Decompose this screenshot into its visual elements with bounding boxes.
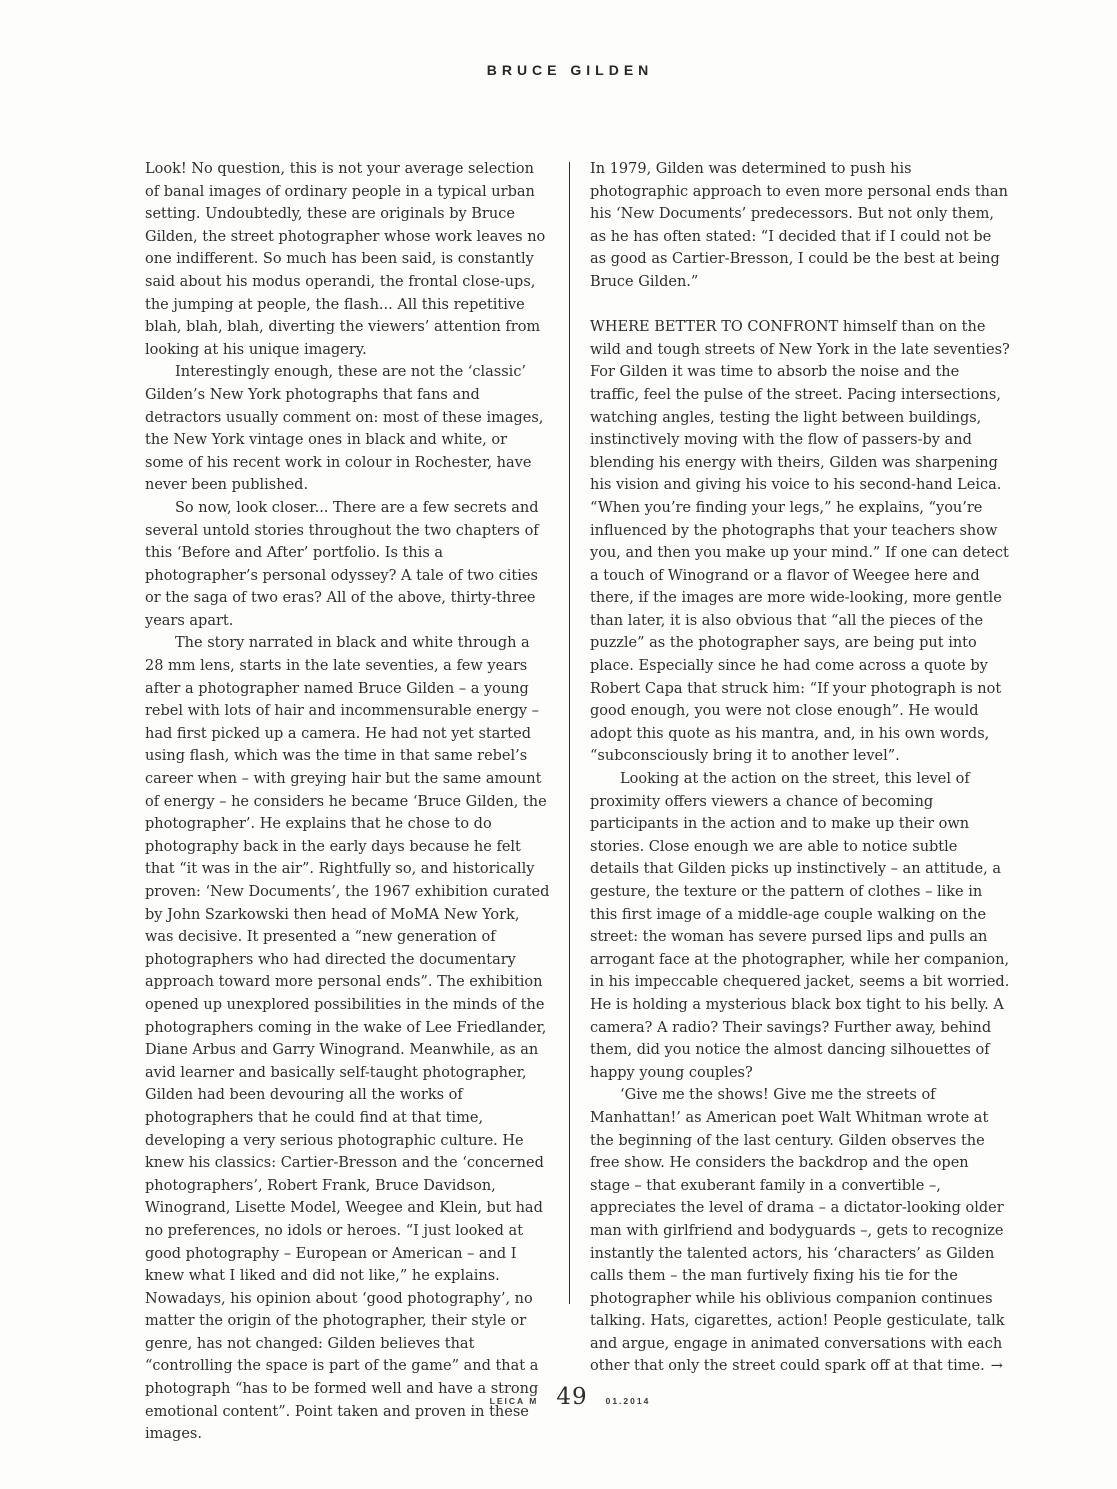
left-column bbox=[145, 158, 550, 1446]
paragraph: So now, look closer... There are a few secrets and several untold stories throughout the two chapters of this ‘Before and After’ portfolio. Is this a photographer’s personal odyssey? A tale of two cities or the saga of two eras? All of the above, thirty-three years apart. bbox=[145, 499, 539, 629]
paragraph: In 1979, Gilden was determined to push his photographic approach to even more personal ends than his ‘New Documents’ predecessors. But not only them, as he has often stated: “I decided that if I could not be as good as Cartier-Bresson, I could be the best at being Bruce Gilden.” bbox=[590, 161, 1009, 290]
page-number: 49 bbox=[556, 1384, 588, 1410]
paragraph: The story narrated in black and white through a 28 mm lens, starts in the late seventies, a few years after a photographer named Bruce Gilden – a young rebel with lots of hair and incommensurable energy – had first picked up a camera. He had not yet started using flash, which was the time in that same rebel’s career when – with greying hair but the same amount of energy – he considers he became ‘Bruce Gilden, the photographer’. He explains that he chose to do photography back in the early days because he felt that “it was in the air”. Rightfully so, and historically proven: ‘New Documents’, the 1967 exhibition curated by John Szarkowski then head of MoMA New York, was decisive. It presented a “new generation of photographers who had directed the documentary approach toward more personal ends”. The exhibition opened up unexplored possibilities in the minds of the photographers coming in the wake of Lee Friedlander, Diane Arbus and Garry Winogrand. Meanwhile, as an avid learner and basically self-taught photographer, Gilden had been devouring all the works of photographers that he could find at that time, developing a very serious photographic culture. He knew his classics: Cartier-Bresson and the ‘concerned photographers’, Robert Frank, Bruce Davidson, Winogrand, Lisette Model, Weegee and Klein, but had no preferences, no idols or heroes. “I just looked at good photography – European or American – and I knew what I liked and did not like,” he explains. Nowadays, his opinion about ‘good photography’, no matter the origin of the photographer, their style or genre, has not changed: Gilden believes that “controlling the space is part of the game” and that a photograph “has to be formed well and have a strong emotional content”. Point taken and proven in these images. bbox=[145, 635, 550, 1443]
column-divider-rule bbox=[569, 162, 570, 1304]
paragraph-text: ‘Give me the shows! Give me the streets of Manhattan!’ as American poet Walt Whitman wrote at the beginning of the last century. Gilden observes the free show. He considers the backdrop and the open stage – that exuberant family in a convertible –, appreciates the level of drama – a dictator-looking older man with girlfriend and bodyguards –, gets to recognize instantly the talented actors, his ‘characters’ as Gilden calls them – the man furtively fixing his tie for the photographer while his oblivious companion continues talking. Hats, cigarettes, action! People gesticulate, talk and argue, engage in animated conversations with each other that only the street could spark off at that time. bbox=[590, 1087, 1005, 1375]
magazine-name: LEICA M bbox=[489, 1396, 539, 1406]
paragraph: Look! No question, this is not your average selection of banal images of ordinary people in a typical urban setting. Undoubtedly, these are originals by Bruce Gilden, the street photographer whose work leaves no one indifferent. So much has been said, is constantly said about his modus operandi, the frontal close-ups, the jumping at people, the flash... All this repetitive blah, blah, blah, diverting the viewers’ attention from looking at his unique imagery. bbox=[145, 161, 546, 358]
paragraph: Interestingly enough, these are not the ‘classic’ Gilden’s New York photographs that fans and detractors usually comment on: most of these images, the New York vintage ones in black and white, or some of his recent work in colour in Rochester, have never been published. bbox=[145, 364, 544, 494]
paragraph: Looking at the action on the street, this level of proximity offers viewers a chance of becoming participants in the action and to make up their own stories. Close enough we are able to notice subtle details that Gilden picks up instinctively – an attitude, a gesture, the texture or the pattern of clothes – like in this first image of a middle-age couple walking on the street: the woman has severe pursed lips and pulls an arrogant face at the photographer, while her companion, in his impeccable chequered jacket, seems a bit worried. He is holding a mysterious black box tight to his belly. A camera? A radio? Their savings? Further away, behind them, did you notice the almost dancing silhouettes of happy young couples? bbox=[590, 771, 1010, 1081]
paragraph bbox=[590, 1084, 1010, 1378]
continuation-arrow-icon: → bbox=[990, 1358, 1003, 1375]
page-footer bbox=[490, 1384, 651, 1410]
paragraph: WHERE BETTER TO CONFRONT himself than on the wild and tough streets of New York in the late seventies? For Gilden it was time to absorb the noise and the traffic, feel the pulse of the street. Pacing intersections, watching angles, testing the light between buildings, instinctively moving with the flow of passers-by and blending his energy with theirs, Gilden was sharpening his vision and giving his voice to his second-hand Leica. “When you’re finding your legs,” he explains, “you’re influenced by the photographs that your teachers show you, and then you make up your mind.” If one can detect a touch of Winogrand or a flavor of Weegee here and there, if the images are more wide-looking, more gentle than later, it is also obvious that “all the pieces of the puzzle” as the photographer says, are being put into place. Especially since he had come across a quote by Robert Capa that struck him: “If your photograph is not good enough, you were not close enough”. He would adopt this quote as his mantra, and, in his own words, “subconsciously bring it to another level”. bbox=[590, 319, 1010, 765]
page-header-title: BRUCE GILDEN bbox=[486, 62, 654, 78]
issue-date: 01.2014 bbox=[605, 1396, 651, 1406]
right-column bbox=[590, 158, 1010, 1378]
